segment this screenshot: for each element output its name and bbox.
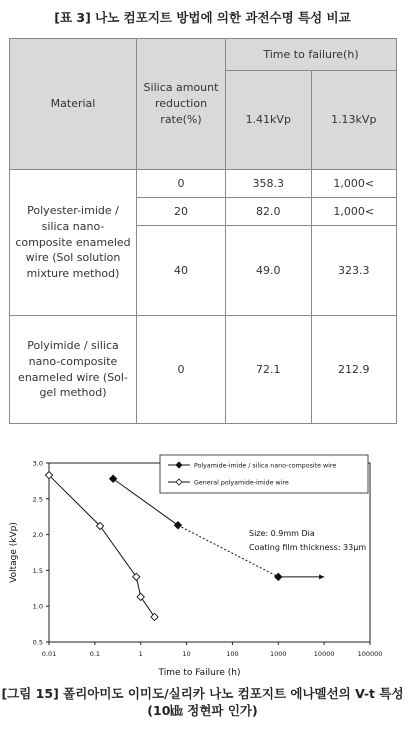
table-row [10,170,397,198]
series-1-point [275,573,282,580]
material-cell: Polyimide / silica nano-composite enameled wire (Sol-gel method) [10,316,137,424]
figure-caption-line1: [그림 15] 폴리아미도 이미도/실리카 나노 컴포지트 에나멜선의 V-t 특성 [1,686,404,701]
y-axis-label: Voltage (kVp) [9,522,19,583]
table-row [10,316,397,424]
value-cell: 49.0 [226,226,312,316]
table-title: [표 3] 나노 컴포지트 방법에 의한 과전수명 특성 비교 [54,10,351,25]
series-1-arrow-head [319,574,324,579]
value-cell: 72.1 [226,316,312,424]
series-1-point [110,475,117,482]
y-tick-label: 2.5 [32,495,43,504]
figure-caption [0,685,405,719]
legend-label: General polyamide-imide wire [194,479,289,487]
x-tick-label: 0.01 [41,650,57,658]
series-2-segment [49,475,100,526]
rate-cell: 20 [137,198,226,226]
rate-cell: 0 [137,316,226,424]
x-tick-label: 100 [226,650,239,658]
comparison-table [9,38,397,424]
rate-cell: 0 [137,170,226,198]
value-cell: 323.3 [311,226,397,316]
value-cell: 212.9 [311,316,397,424]
header-1-13kvp: 1.13kVp [311,71,397,170]
legend-box [160,455,368,493]
y-tick-label: 0.5 [32,638,43,647]
x-tick-label: 100000 [357,650,383,658]
series-2-segment [100,526,136,577]
header-time-to-failure: Time to failure(h) [226,39,397,71]
rate-cell: 40 [137,226,226,316]
header-material: Material [10,39,137,170]
x-tick-label: 1 [138,650,143,658]
annotation-size: Size: 0.9mm Dia [249,529,315,538]
header-silica: Silica amount reduction rate(%) [137,39,226,170]
series-2-point [151,613,158,620]
value-cell: 1,000< [311,170,397,198]
vt-chart [0,440,405,685]
figure-caption-line2: (10㎑ 정현파 인가) [147,703,258,718]
annotation-coating: Coating film thickness: 33μm [249,543,367,552]
series-2-point [137,593,144,600]
x-axis-label: Time to Failure (h) [158,668,241,678]
x-tick-label: 10 [182,650,191,658]
y-tick-label: 1.5 [32,566,43,575]
value-cell: 1,000< [311,198,397,226]
y-tick-label: 2.0 [32,531,43,540]
y-tick-label: 1.0 [32,602,43,611]
series-2-segment [141,597,155,617]
x-tick-label: 10000 [313,650,335,658]
value-cell: 82.0 [226,198,312,226]
material-cell: Polyester-imide / silica nano-composite enameled wire (Sol solution mixture method) [10,170,137,316]
x-tick-label: 1000 [270,650,287,658]
y-tick-label: 3.0 [32,459,43,468]
legend-label: Polyamide-imide / silica nano-composite wire [194,462,337,470]
x-tick-label: 0.1 [89,650,101,658]
value-cell: 358.3 [226,170,312,198]
series-1-point [174,522,181,529]
series-2-point [133,573,140,580]
header-1-41kvp: 1.41kVp [226,71,312,170]
